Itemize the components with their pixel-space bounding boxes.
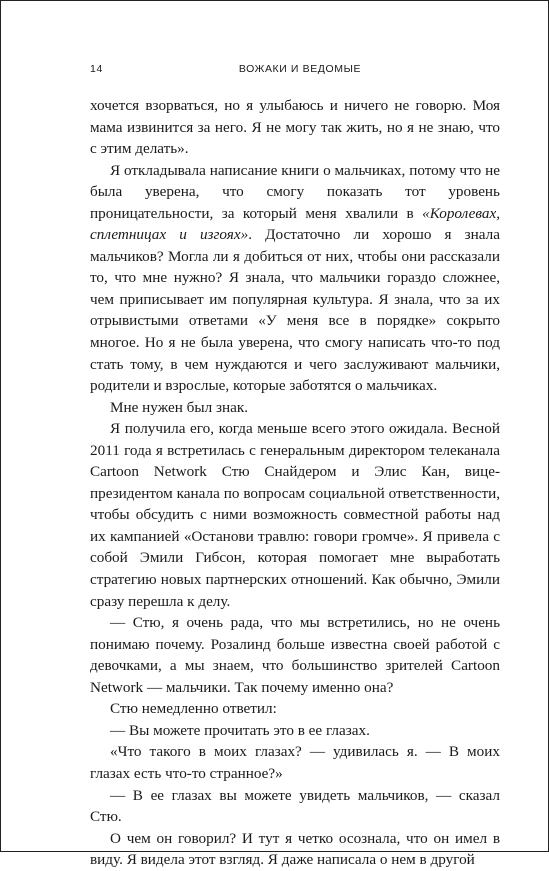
paragraph-text: Я получила его, когда меньше всего этого ожидала. Весной 2011 года я встретилась с генеральным директором телеканала Cartoon Network Стю Снайдером и Элис Кан, вице-президентом канала по вопросам социальной ответственности, чтобы обсудить с ними возможность совместной работы над их кампанией «Останови травлю: говори громче». Я привела с собой Эмили Гибсон, которая помогает мне выработать стратегию новых партнерских отношений. Как обычно, Эмили сразу перешла к делу. (90, 420, 500, 610)
paragraph-text: Мне нужен был знак. (110, 398, 248, 416)
paragraph-text: — Стю, я очень рада, что мы встретились, но не очень понимаю почему. Розалинд больше известна своей работой с девочками, а мы знаем, что большинство зрителей Cartoon Network — мальчики. Так почему именно она? (90, 614, 500, 696)
page-number: 14 (90, 63, 103, 75)
paragraph (90, 720, 500, 742)
chapter-title: ВОЖАКИ И ВЕДОМЫЕ (238, 63, 362, 75)
paragraph-text: Стю немедленно ответил: (110, 700, 277, 718)
paragraph-text: хочется взорваться, но я улыбаюсь и ничего не говорю. Моя мама извинится за него. Я не могу так жить, но я не знаю, что с этим делать». (90, 97, 500, 158)
paragraph (90, 418, 500, 612)
paragraph (90, 698, 500, 720)
paragraph (90, 95, 500, 160)
paragraph-text: — Вы можете прочитать это в ее глазах. (110, 721, 370, 739)
paragraph-text: Я откладывала написание книги о мальчиках, потому что не была уверена, что смогу показать тот уровень проницательности, за который меня хвалили в (90, 161, 500, 222)
paragraph-text: — В ее глазах вы можете увидеть мальчиков, — сказал Стю. (90, 786, 500, 826)
paragraph (90, 741, 500, 784)
body-text (90, 95, 500, 871)
paragraph (90, 612, 500, 698)
paragraph (90, 785, 500, 828)
book-title-italic: «Королевах, сплетницах и изгоях» (90, 204, 500, 244)
paragraph-text: . Достаточно ли хорошо я знала мальчиков? Могла ли я добиться от них, чтобы они рассказали то, что мне нужно? Я знала, что мальчики гораздо сложнее, чем приписывает им популярная культура. Я знала, что за их отрывистыми ответами «У меня все в порядке» сокрыто многое. Но я не была уверена, что смогу написать что-то под стать тому, в чем нуждаются и чего заслуживают мальчики, родители и взрослые, которые заботятся о мальчиках. (90, 226, 500, 395)
paragraph (90, 160, 500, 397)
running-head (90, 63, 498, 75)
paragraph-text: «Что такого в моих глазах? — удивилась я. — В моих глазах есть что-то странное?» (90, 743, 500, 782)
paragraph-text: О чем он говорил? И тут я четко осознала, что он имел в виду. Я видела этот взгляд. Я даже написала о нем в другой (90, 829, 500, 869)
paragraph (90, 397, 500, 419)
paragraph (90, 828, 500, 871)
